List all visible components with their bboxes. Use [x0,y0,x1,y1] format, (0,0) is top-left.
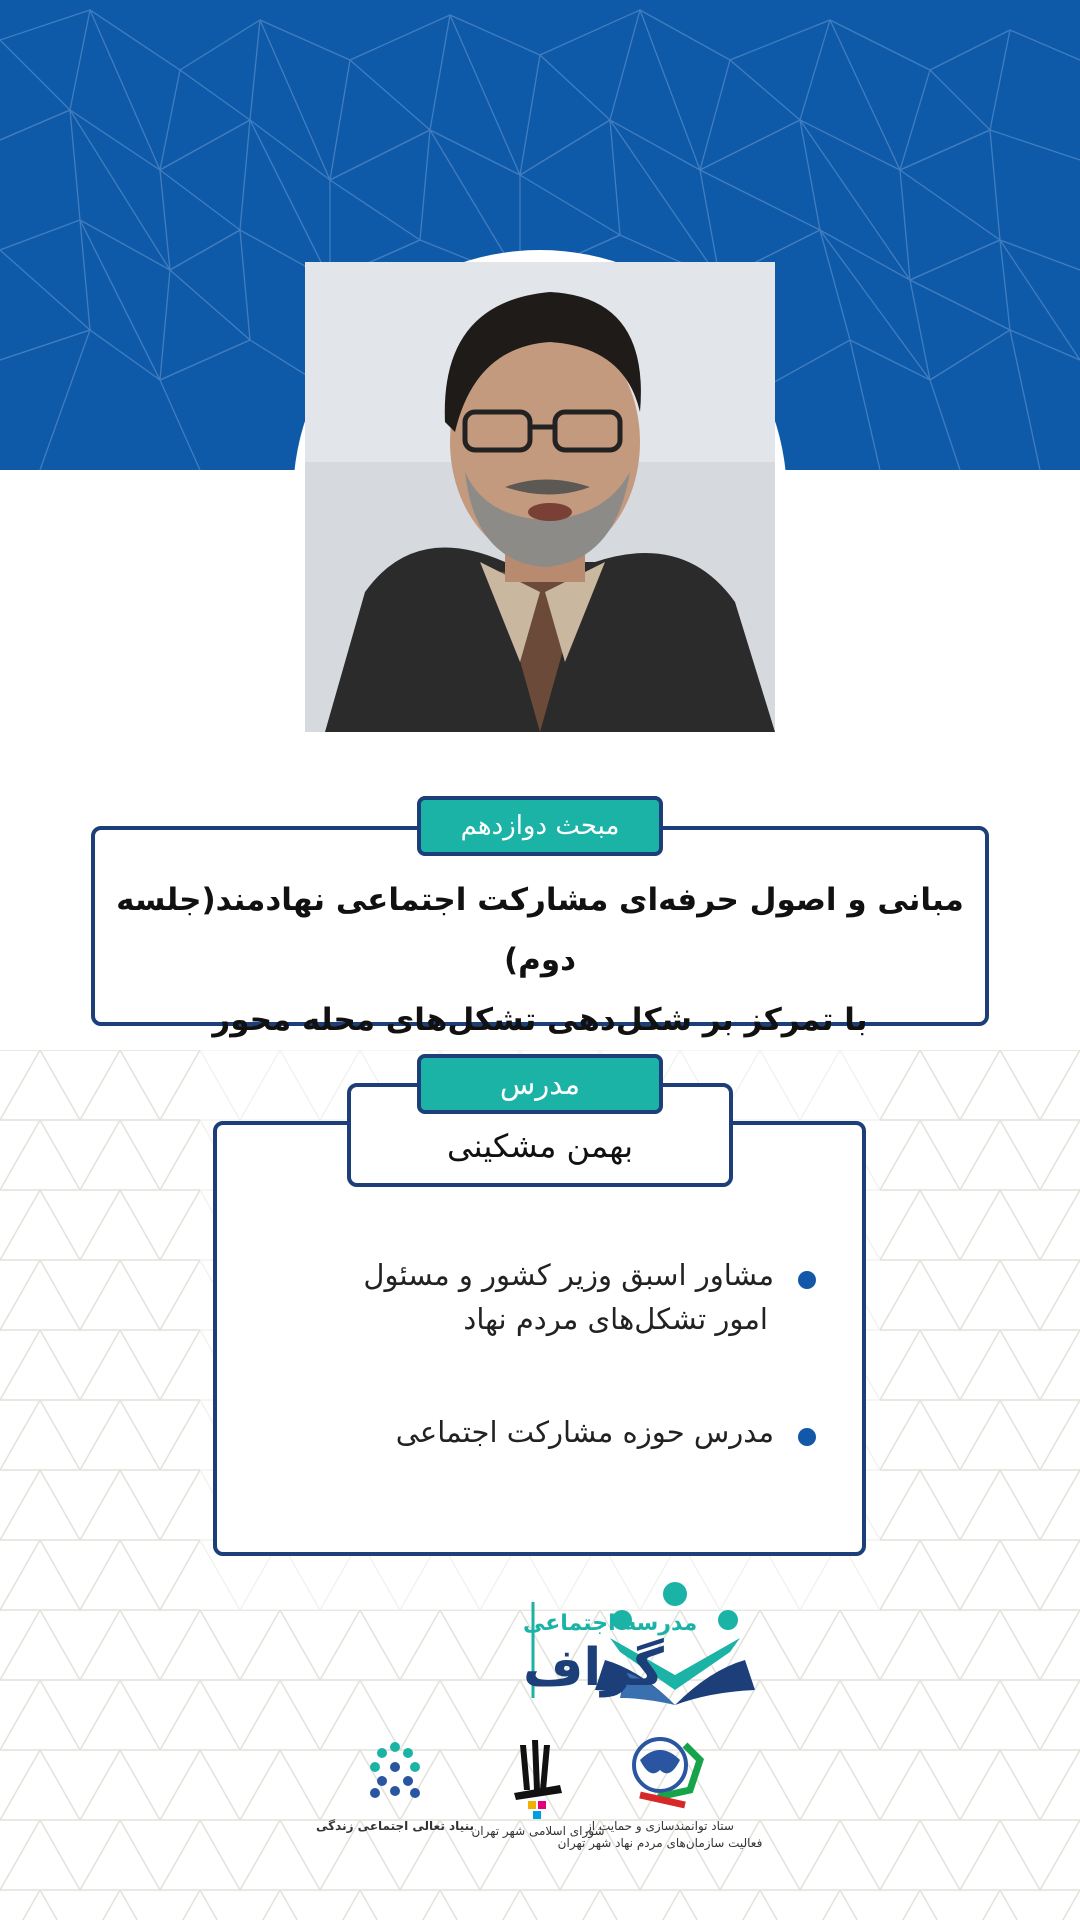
tehran-council-logo [471,1740,604,1839]
bio-item-1-line-2: امور تشکل‌های مردم نهاد [463,1302,768,1336]
middle-sponsor-name: شورای اسلامی شهر تهران [471,1824,605,1838]
topic-title [95,870,985,1050]
topic-label-tab: مبحث دوازدهم [417,796,663,856]
graph-school-logo [340,1580,740,1710]
school-line: مدرسه اجتماعی [523,1611,698,1636]
right-sponsor-line-1: ستاد توانمندسازی و حمایت از [586,1819,734,1833]
social-excellence-foundation-logo [316,1742,474,1833]
topic-title-line-2: با تمرکز بر شکل‌دهی تشکل‌های محله محور [212,1002,868,1038]
bio-item-2-line-1: مدرس حوزه مشارکت اجتماعی [395,1415,774,1449]
speaker-portrait [305,262,775,732]
bio-item-2 [396,1410,774,1454]
bullet-dot-icon [798,1428,816,1446]
school-name: گراف [523,1638,664,1698]
left-sponsor-name: بنیاد تعالی اجتماعی زندگی [316,1819,474,1833]
topic-title-box [91,826,989,1038]
bio-item-1-line-1: مشاور اسبق وزیر کشور و مسئول [363,1258,774,1292]
topic-title-line-1: مبانی و اصول حرفه‌ای مشارکت اجتماعی نهادمند(جلسه دوم) [116,882,964,978]
right-sponsor-line-2: فعالیت سازمان‌های مردم نهاد شهر تهران [557,1836,763,1850]
bio-item-1 [363,1253,774,1341]
teacher-name: بهمن مشکینی [446,1127,634,1165]
sponsor-logos [316,1735,763,1865]
bullet-dot-icon [798,1271,816,1289]
teacher-label-tab: مدرس [417,1054,663,1114]
